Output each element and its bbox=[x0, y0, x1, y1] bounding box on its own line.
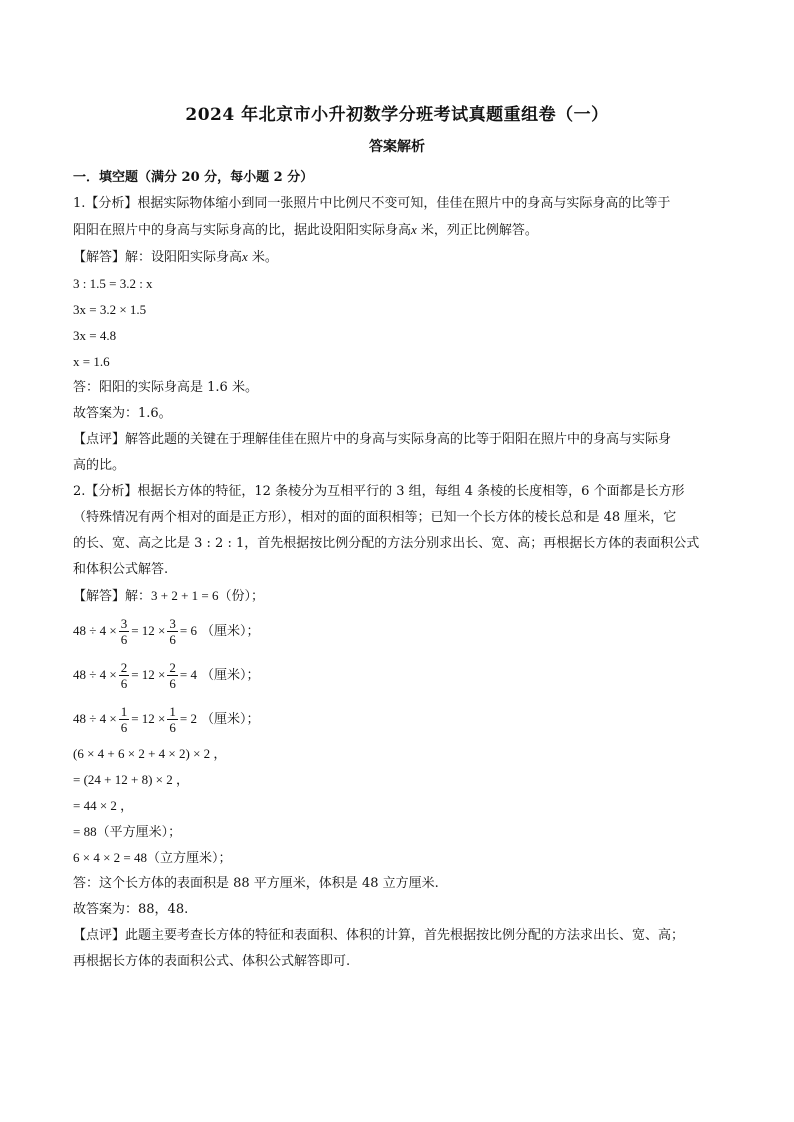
fraction bbox=[167, 704, 178, 735]
fraction-denominator: 6 bbox=[169, 719, 176, 735]
q2-fraction-row-2 bbox=[73, 653, 733, 697]
q2-volume-step: 6 × 4 × 2 = 48（立方厘米）； bbox=[73, 850, 232, 865]
q2-analysis-line-4: 和体积公式解答. bbox=[73, 562, 169, 577]
fraction-numerator: 1 bbox=[120, 703, 128, 719]
q2-comment-line-1: 【点评】此题主要考查长方体的特征和表面积、体积的计算，首先根据按比例分配的方法求出长、宽、高； bbox=[73, 928, 685, 943]
fraction bbox=[119, 660, 130, 691]
fraction-numerator: 3 bbox=[120, 615, 128, 631]
q1-comment-line-2: 高的比。 bbox=[73, 458, 126, 473]
q1-solve-text-b: 米。 bbox=[247, 250, 278, 265]
fraction bbox=[167, 660, 178, 691]
fraction-numerator: 2 bbox=[169, 659, 176, 675]
fraction-lead: 48 ÷ 4 × bbox=[73, 667, 117, 682]
fraction-result: = 4 bbox=[179, 667, 197, 682]
fraction-numerator: 3 bbox=[169, 615, 176, 631]
fraction-denominator: 6 bbox=[120, 631, 128, 647]
fraction-middle: = 12 × bbox=[131, 667, 166, 682]
q2-area-step-3: = 44 × 2 ， bbox=[73, 798, 134, 813]
fraction-unit: （厘米）； bbox=[200, 711, 260, 726]
page-subtitle: 答案解析 bbox=[369, 139, 425, 155]
q1-answer: 答：阳阳的实际身高是 1.6 米。 bbox=[73, 380, 258, 395]
q1-analysis-line-1: 1.【分析】根据实际物体缩小到同一张照片中比例尺不变可知，佳佳在照片中的身高与实际身高的比等于 bbox=[73, 196, 671, 211]
fraction-middle: = 12 × bbox=[131, 623, 166, 638]
fraction bbox=[167, 616, 178, 647]
q1-equation-2: 3x = 3.2 × 1.5 bbox=[73, 302, 147, 317]
q1-comment-line-1: 【点评】解答此题的关键在于理解佳佳在照片中的身高与实际身高的比等于阳阳在照片中的身高与实际身 bbox=[73, 432, 672, 447]
fraction-unit: （厘米）； bbox=[200, 623, 260, 638]
q1-solve-text-a: 【解答】解：设阳阳实际身高 bbox=[73, 250, 243, 265]
fraction-denominator: 6 bbox=[120, 719, 128, 735]
fraction bbox=[119, 704, 130, 735]
fraction-denominator: 6 bbox=[169, 631, 176, 647]
q2-area-step-1: (6 × 4 + 6 × 2 + 4 × 2) × 2 ， bbox=[73, 746, 227, 761]
q2-area-step-2: = (24 + 12 + 8) × 2 ， bbox=[73, 772, 189, 787]
q2-analysis-line-3: 的长、宽、高之比是 3 : 2 : 1，首先根据按比例分配的方法分别求出长、宽、高；再根据长方体的表面积公式 bbox=[73, 536, 700, 551]
fraction-result: = 2 bbox=[179, 711, 197, 726]
answer-content bbox=[73, 165, 733, 975]
fraction bbox=[119, 616, 130, 647]
q2-analysis-line-1: 2.【分析】根据长方体的特征，12 条棱分为互相平行的 3 组，每组 4 条棱的长度相等，6 个面都是长方形 bbox=[73, 484, 685, 499]
q1-final-answer: 故答案为：1.6。 bbox=[73, 406, 172, 421]
q1-equation-1: 3 : 1.5 = 3.2 : x bbox=[73, 276, 153, 291]
q1-solve-intro bbox=[73, 244, 733, 271]
section-heading: 一．填空题（满分 20 分，每小题 2 分） bbox=[73, 170, 314, 185]
fraction-lead: 48 ÷ 4 × bbox=[73, 711, 117, 726]
q1-analysis-line-2 bbox=[73, 217, 733, 244]
fraction-numerator: 1 bbox=[169, 703, 176, 719]
q1-analysis-text-a: 阳阳在照片中的身高与实际身高的比，据此设阳阳实际身高 bbox=[73, 223, 412, 238]
q2-answer: 答：这个长方体的表面积是 88 平方厘米，体积是 48 立方厘米. bbox=[73, 876, 439, 891]
fraction-middle: = 12 × bbox=[131, 711, 166, 726]
q2-final-answer: 故答案为：88，48. bbox=[73, 902, 189, 917]
fraction-result: = 6 bbox=[179, 623, 197, 638]
q2-solve-intro: 【解答】解：3 + 2 + 1 = 6（份）； bbox=[73, 588, 264, 603]
q2-area-step-4: = 88（平方厘米）； bbox=[73, 824, 182, 839]
q1-equation-4: x = 1.6 bbox=[73, 354, 110, 369]
fraction-unit: （厘米）； bbox=[200, 667, 260, 682]
fraction-denominator: 6 bbox=[169, 675, 176, 691]
q2-comment-line-2: 再根据长方体的表面积公式、体积公式解答即可. bbox=[73, 954, 351, 969]
q2-fraction-row-3 bbox=[73, 697, 733, 741]
fraction-lead: 48 ÷ 4 × bbox=[73, 623, 117, 638]
q1-equation-3: 3x = 4.8 bbox=[73, 328, 117, 343]
fraction-numerator: 2 bbox=[120, 659, 128, 675]
fraction-denominator: 6 bbox=[120, 675, 128, 691]
q1-analysis-text-b: 米，列正比例解答。 bbox=[416, 223, 538, 238]
q2-analysis-line-2: （特殊情况有两个相对的面是正方形），相对的面的面积相等；已知一个长方体的棱长总和是 48 厘米，它 bbox=[73, 510, 677, 525]
q2-fraction-row-1 bbox=[73, 609, 733, 653]
q1-solve-variable: x bbox=[242, 249, 248, 264]
page-title: 2024 年北京市小升初数学分班考试真题重组卷（一） bbox=[185, 105, 609, 125]
q1-analysis-variable: x bbox=[411, 222, 417, 237]
